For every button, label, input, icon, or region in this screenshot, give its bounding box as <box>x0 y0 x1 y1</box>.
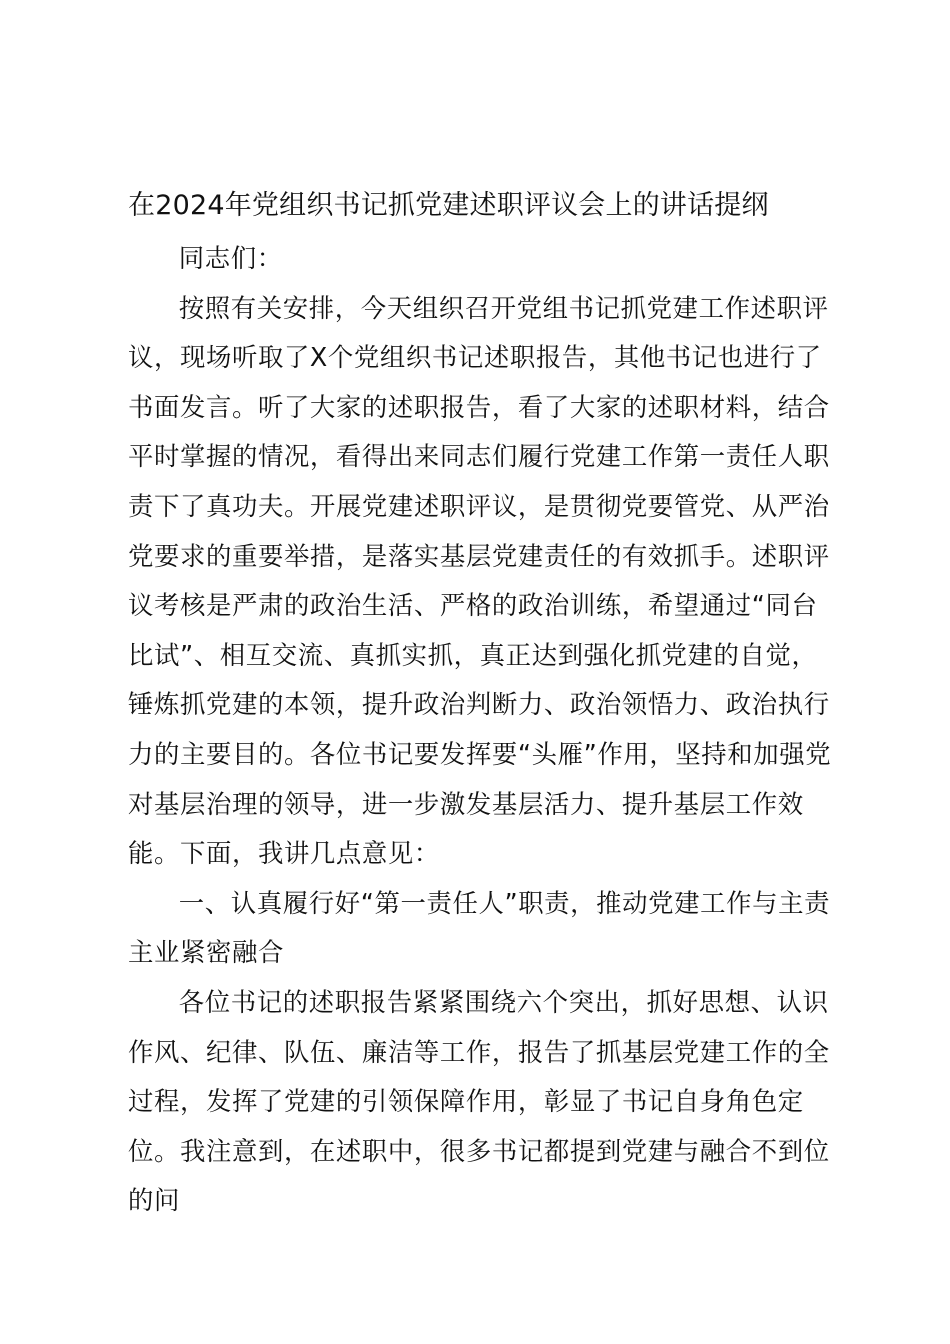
document-title: 在2024年党组织书记抓党建述职评议会上的讲话提纲 <box>128 190 769 221</box>
paragraph: 按照有关安排，今天组织召开党组书记抓党建工作述职评议，现场听取了X个党组织书记述职报告，其他书记也进行了书面发言。听了大家的述职报告，看了大家的述职材料，结合平时掌握的情况，看得出来同志们履行党建工作第一责任人职责下了真功夫。开展党建述职评议，是贯彻党要管党、从严治党要求的重要举措，是落实基层党建责任的有效抓手。述职评议考核是严肃的政治生活、严格的政治训练，希望通过“同台比试”、相互交流、真抓实抓，真正达到强化抓党建的自觉，锤炼抓党建的本领，提升政治判断力、政治领悟力、政治执行力的主要目的。各位书记要发挥要“头雁”作用，坚持和加强党对基层治理的领导，进一步激发基层活力、提升基层工作效能。下面，我讲几点意见： <box>128 292 832 869</box>
section-heading: 一、认真履行好“第一责任人”职责，推动党建工作与主责主业紧密融合 <box>128 887 831 968</box>
paragraph: 各位书记的述职报告紧紧围绕六个突出，抓好思想、认识作风、纪律、队伍、廉洁等工作，报告了抓基层党建工作的全过程，发挥了党建的引领保障作用，彰显了书记自身角色定位。我注意到，在述职中，很多书记都提到党建与融合不到位的问 <box>128 986 830 1216</box>
salutation: 同志们： <box>178 243 283 273</box>
document-body <box>128 234 834 1226</box>
